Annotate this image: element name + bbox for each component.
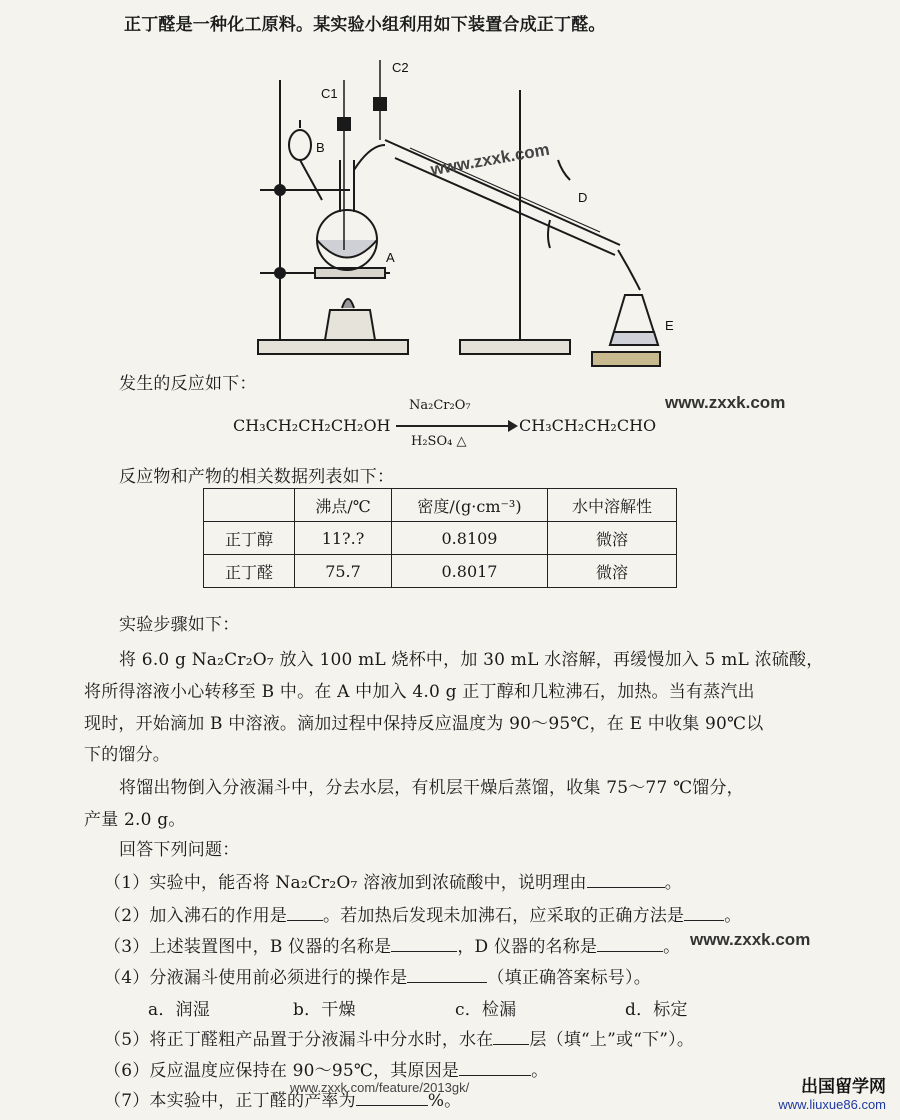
question-2-text: （2）加入沸石的作用是 [104,906,288,926]
label-a: A [386,250,395,265]
intro-text: 正丁醛是一种化工原料。某实验小组利用如下装置合成正丁醛。 [124,15,606,35]
oxidant-formula: Na₂Cr₂O₇ [409,398,471,413]
site-name: 出国留学网 [801,1077,886,1096]
product-formula: CH₃CH₂CH₂CHO [519,416,657,435]
site-footer [778,1072,886,1112]
question-end-mark: 。 [724,906,742,926]
receiver-block [592,352,660,366]
question-4 [104,963,651,988]
table-cell: 正丁醛 [204,555,295,588]
table-cell: 正丁醇 [204,522,295,555]
footer-url: www.zxxk.com/feature/2013gk/ [290,1080,470,1095]
reactant-formula: CH₃CH₂CH₂CH₂OH [233,416,391,435]
question-5-text: （5）将正丁醛粗产品置于分液漏斗中分水时，水在 [104,1030,494,1050]
question-2 [104,901,741,926]
answer-blank[interactable] [407,968,487,983]
question-1 [104,868,682,893]
answer-blank[interactable] [493,1030,529,1045]
step-line: 将 6.0 g Na₂Cr₂O₇ 放入 100 mL 烧杯中，加 30 mL 水溶解，再缓慢加入 5 mL 浓硫酸， [119,650,824,670]
table-cell: 0.8017 [392,555,548,588]
question-7-text-b: %。 [427,1091,462,1111]
step-line: 将馏出物倒入分液漏斗中，分去水层，有机层干燥后蒸馏，收集 75～77 ℃馏分， [119,778,744,798]
question-3-text-b: ，D 仪器的名称是 [457,937,598,957]
table-cell: 0.8109 [392,522,548,555]
table-row [204,555,677,588]
step-line: 将所得溶液小心转移至 B 中。在 A 中加入 4.0 g 正丁醇和几粒沸石，加热。当有蒸汽出 [84,682,755,702]
table-cell: 11?.? [295,522,392,555]
option-d: d．标定 [625,1000,688,1020]
table-row [204,522,677,555]
label-b: B [316,140,325,155]
alcohol-burner [325,310,375,340]
table-cell: 75.7 [295,555,392,588]
answer-blank[interactable] [459,1061,531,1076]
table-cell: 微溶 [548,522,677,555]
answer-blank[interactable] [287,906,323,921]
question-3 [104,932,680,957]
step-line: 现时，开始滴加 B 中溶液。滴加过程中保持反应温度为 90～95℃，在 E 中收集 90℃以 [84,714,764,734]
label-c1: C1 [321,86,338,101]
option-a: a．润湿 [148,1000,210,1020]
site-url: www.liuxue86.com [778,1097,886,1112]
left-stand-base [258,340,408,354]
question-5-text-b: 层（填“上”或“下”）。 [529,1030,695,1050]
table-header [204,489,295,522]
question-end-mark: 。 [664,873,682,893]
catalyst-condition: H₂SO₄ △ [411,434,467,449]
question-5 [104,1025,694,1050]
steps-heading: 实验步骤如下： [119,615,240,635]
table-header: 沸点/℃ [295,489,392,522]
question-2-text-b: 。若加热后发现未加沸石，应采取的正确方法是 [323,906,685,926]
question-7-text: （7）本实验中，正丁醛的产率为 [104,1091,356,1111]
table-heading: 反应物和产物的相关数据列表如下： [119,467,395,487]
watermark-url: www.zxxk.com [429,139,551,180]
watermark-url: www.zxxk.com [665,393,786,412]
answer-blank[interactable] [597,937,663,952]
option-c: c．检漏 [455,1000,517,1020]
answer-blank[interactable] [391,937,457,952]
distillation-apparatus-diagram [220,40,674,370]
watermark-url: www.zxxk.com [690,930,811,949]
question-end-mark: 。 [663,937,681,957]
answer-blank[interactable] [684,906,724,921]
label-d: D [578,190,588,205]
label-c2: C2 [392,60,409,75]
question-6-text: （6）反应温度应保持在 90～95℃，其原因是 [104,1061,460,1081]
question-6 [104,1056,548,1081]
step-line: 产量 2.0 g。 [84,810,186,830]
step-line: 下的馏分。 [84,745,170,765]
question-1-text: （1）实验中，能否将 Na₂Cr₂O₇ 溶液加到浓硫酸中，说明理由 [104,873,587,893]
reaction-equation [233,398,657,458]
option-b: b．干燥 [293,1000,356,1020]
table-header-row [204,489,677,522]
question-end-mark: 。 [531,1061,549,1081]
table-header: 密度/(g·cm⁻³) [392,489,548,522]
table-cell: 微溶 [548,555,677,588]
reaction-arrow [396,425,514,427]
reaction-heading: 发生的反应如下： [119,374,257,394]
properties-table [203,488,677,588]
table-header: 水中溶解性 [548,489,677,522]
question-4-suffix: （填正确答案标号）。 [487,968,651,988]
question-3-text: （3）上述装置图中，B 仪器的名称是 [104,937,392,957]
questions-heading: 回答下列问题： [119,840,240,860]
question-4-text: （4）分液漏斗使用前必须进行的操作是 [104,968,408,988]
reaction-arrowhead [508,420,518,432]
dropping-funnel-b [289,130,311,160]
answer-blank[interactable] [587,873,665,888]
label-e: E [665,318,674,333]
